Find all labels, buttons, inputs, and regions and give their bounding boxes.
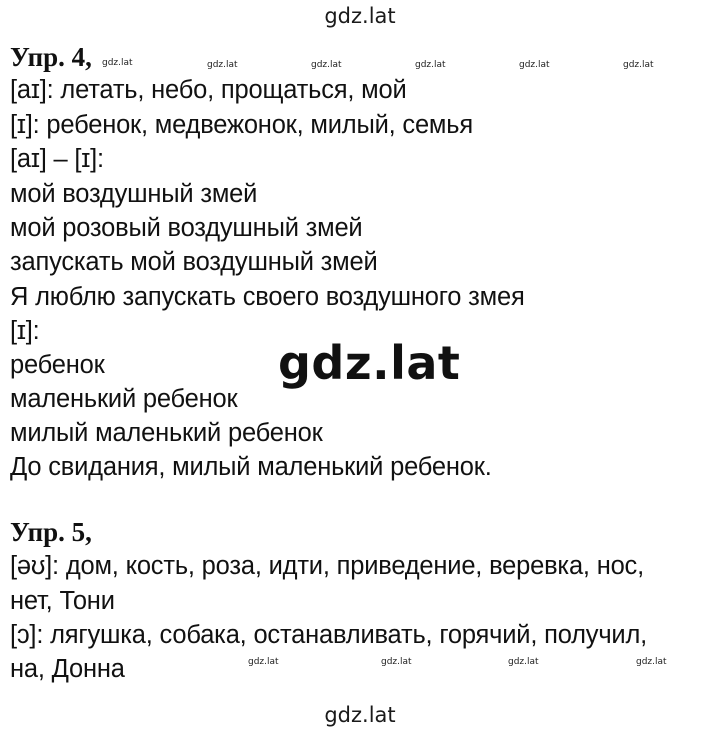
watermark-small: gdz.lat [508, 657, 539, 667]
text-line: запускать мой воздушный змей [10, 248, 378, 276]
watermark-small: gdz.lat [207, 60, 238, 70]
text-line: [aɪ]: летать, небо, прощаться, мой [10, 76, 407, 104]
text-line: милый маленький ребенок [10, 419, 323, 447]
watermark-small: gdz.lat [311, 60, 342, 70]
watermark-small: gdz.lat [248, 657, 279, 667]
text-line: [ɔ]: лягушка, собака, останавливать, горячий, получил, [10, 621, 648, 649]
text-line: на, Донна [10, 655, 125, 683]
watermark-small: gdz.lat [623, 60, 654, 70]
text-line: [ɪ]: ребенок, медвежонок, милый, семья [10, 111, 473, 139]
watermark-small: gdz.lat [415, 60, 446, 70]
text-line: [ɪ]: [10, 317, 40, 345]
watermark-bottom: gdz.lat [324, 703, 396, 727]
watermark-center: gdz.lat [278, 336, 461, 390]
watermark-small: gdz.lat [102, 58, 133, 68]
text-line: ребенок [10, 351, 105, 379]
watermark-small: gdz.lat [381, 657, 412, 667]
text-line: мой воздушный змей [10, 180, 258, 208]
text-line: нет, Тони [10, 587, 115, 615]
text-line: Я люблю запускать своего воздушного змея [10, 283, 525, 311]
exercise-5-title: Упр. 5, [10, 517, 92, 547]
text-line: [əʊ]: дом, кость, роза, идти, приведение, веревка, нос, [10, 552, 644, 580]
text-line: мой розовый воздушный змей [10, 214, 363, 242]
exercise-4-title: Упр. 4, [10, 42, 92, 72]
watermark-top: gdz.lat [324, 4, 396, 28]
text-line: [aɪ] – [ɪ]: [10, 145, 104, 173]
watermark-small: gdz.lat [636, 657, 667, 667]
text-line: До свидания, милый маленький ребенок. [10, 453, 492, 481]
text-line: маленький ребенок [10, 385, 238, 413]
watermark-small: gdz.lat [519, 60, 550, 70]
